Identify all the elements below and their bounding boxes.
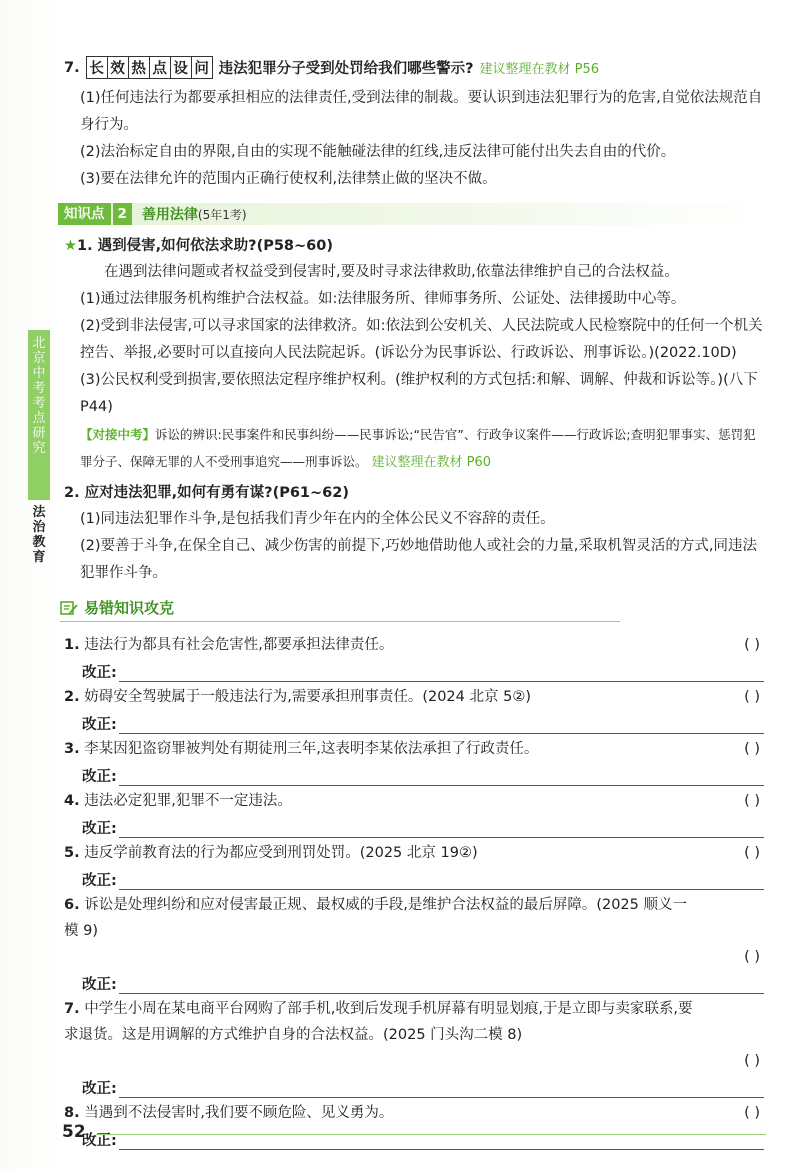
correction-line[interactable]	[119, 667, 764, 682]
q7-heading	[64, 56, 764, 79]
q7-answer: (3)要在法律允许的范围内正确行使权利,法律禁止做的坚决不做。	[80, 171, 497, 187]
exercise-number: 8.	[64, 1105, 80, 1121]
k2-item: (2)要善于斗争,在保全自己、减少伤害的前提下,巧妙地借助他人或社会的力量,采取机智灵活的方式,同违法犯罪作斗争。	[80, 538, 757, 581]
correction-label: 改正:	[82, 717, 117, 733]
correction-label: 改正:	[82, 977, 117, 993]
side-tab-series	[28, 330, 50, 500]
exercise-number: 7.	[64, 1001, 80, 1017]
k1-head-text: 1. 遇到侵害,如何依法求助?(P58~60)	[77, 238, 333, 254]
bottom-rule	[96, 1134, 766, 1135]
correction-label: 改正:	[82, 769, 117, 785]
kp-number: 2	[113, 203, 132, 225]
correction-row	[82, 814, 764, 838]
box-char: 点	[150, 57, 171, 78]
pencil-note-icon	[60, 600, 78, 616]
exercise-item	[64, 788, 764, 838]
side-subject	[28, 505, 50, 565]
exercise-stem	[64, 1100, 764, 1126]
k2-item: (1)同违法犯罪作斗争,是包括我们青少年在内的全体公民义不容辞的责任。	[80, 511, 555, 527]
exercise-stem	[64, 840, 764, 866]
correction-row	[82, 970, 764, 994]
answer-bracket[interactable]: ( )	[744, 793, 760, 809]
subject-char: 治	[32, 520, 46, 535]
answer-bracket[interactable]: ( )	[744, 1105, 760, 1121]
answer-bracket[interactable]: ( )	[744, 845, 760, 861]
exercise-text: 违反学前教育法的行为都应受到刑罚处罚。(2025 北京 19②)	[84, 845, 478, 861]
star-icon: ★	[64, 238, 77, 254]
correction-line[interactable]	[119, 1135, 764, 1150]
q7-ref: 建议整理在教材 P56	[479, 62, 600, 77]
exercise-item	[64, 892, 764, 994]
side-char: 点	[32, 411, 46, 426]
correction-row	[82, 710, 764, 734]
exercise-text: 违法行为都具有社会危害性,都要承担法律责任。	[84, 637, 394, 653]
k1-link	[64, 421, 764, 476]
exercise-item	[64, 632, 764, 682]
kp-title	[142, 204, 247, 224]
box-char: 问	[194, 61, 209, 77]
q7-number: 7.	[64, 59, 80, 76]
exercise-text: 当遇到不法侵害时,我们要不顾危险、见义勇为。	[84, 1105, 394, 1121]
kp-title-text: 善用法律	[141, 207, 198, 223]
exercise-number: 4.	[64, 793, 80, 809]
exercise-text: 诉讼是处理纠纷和应对侵害最正规、最权威的手段,是维护合法权益的最后屏障。(2025 顺义一模 9)	[64, 897, 687, 939]
side-char: 中	[32, 366, 46, 381]
box-char: 热	[129, 57, 150, 78]
exercise-item	[64, 840, 764, 890]
subject-char: 法	[32, 505, 46, 520]
link-head: 【对接中考】	[80, 427, 156, 442]
subject-char: 教	[32, 535, 46, 550]
k1-heading	[64, 233, 764, 259]
answer-bracket[interactable]: ( )	[744, 637, 760, 653]
answer-bracket[interactable]: ( )	[744, 1053, 760, 1069]
k1-intro: 在遇到法律问题或者权益受到侵害时,要及时寻求法律救助,依靠法律维护自己的合法权益。	[104, 264, 679, 280]
exercise-text: 违法必定犯罪,犯罪不一定违法。	[84, 793, 292, 809]
exercise-stem	[64, 788, 764, 814]
exercise-stem	[64, 996, 764, 1048]
exercise-list	[64, 632, 764, 1150]
subject-char: 育	[32, 550, 46, 565]
correction-line[interactable]	[119, 771, 764, 786]
box-char: 长	[87, 57, 108, 78]
answer-bracket[interactable]: ( )	[744, 689, 760, 705]
side-char: 北	[32, 336, 46, 351]
side-char: 考	[32, 381, 46, 396]
exercise-text: 妨碍安全驾驶属于一般违法行为,需要承担刑事责任。(2024 北京 5②)	[84, 689, 531, 705]
q7-answer: (1)任何违法行为都要承担相应的法律责任,受到法律的制裁。要认识到违法犯罪行为的危害,自觉依法规范自身行为。	[80, 90, 763, 133]
page-number: 52	[62, 1122, 86, 1142]
correction-row	[82, 762, 764, 786]
exercise-number: 6.	[64, 897, 80, 913]
kp-note: (5年1考)	[197, 208, 247, 222]
correction-row	[82, 866, 764, 890]
correction-label: 改正:	[82, 1133, 117, 1149]
correction-line[interactable]	[119, 719, 764, 734]
correction-line[interactable]	[119, 823, 764, 838]
link-text: 诉讼的辨识:民事案件和民事纠纷——民事诉讼;“民告官”、行政争议案件——行政诉讼;查明犯罪事实、惩罚犯罪分子、保障无罪的人不受刑事追究——刑事诉讼。	[80, 427, 756, 469]
k1-item: (2)受到非法侵害,可以寻求国家的法律救济。如:依法到公安机关、人民法院或人民检察院中的任何一个机关控告、举报,必要时可以直接向人民法院起诉。(诉讼分为民事诉讼、行政诉讼、刑事诉讼。)(2022.10D)	[80, 318, 763, 361]
link-ref: 建议整理在教材 P60	[371, 455, 492, 470]
k1-item: (3)公民权利受到损害,要依照法定程序维护权利。(维护权利的方式包括:和解、调解、仲裁和诉讼等。)(八下 P44)	[80, 372, 758, 415]
exercise-item	[64, 736, 764, 786]
box-char: 效	[108, 57, 129, 78]
box-char: 设	[171, 57, 192, 78]
correction-row	[82, 1074, 764, 1098]
side-char: 究	[32, 441, 46, 456]
kp-tag: 知识点	[58, 203, 111, 225]
side-char: 京	[32, 351, 46, 366]
answer-bracket[interactable]: ( )	[744, 741, 760, 757]
hot-question-boxes	[86, 56, 213, 79]
exercise-number: 5.	[64, 845, 80, 861]
correction-line[interactable]	[119, 979, 764, 994]
exercise-item	[64, 996, 764, 1098]
correction-row	[82, 1126, 764, 1150]
correction-label: 改正:	[82, 1081, 117, 1097]
correction-line[interactable]	[119, 1083, 764, 1098]
section-title: 易错知识攻克	[84, 599, 175, 617]
exercise-item	[64, 1100, 764, 1150]
exercise-stem	[64, 632, 764, 658]
exercise-stem	[64, 736, 764, 762]
knowledge-point-bar	[58, 203, 764, 225]
correction-label: 改正:	[82, 873, 117, 889]
exercise-number: 1.	[64, 637, 80, 653]
exercise-stem	[64, 892, 764, 944]
exercise-text: 中学生小周在某电商平台网购了部手机,收到后发现手机屏幕有明显划痕,于是立即与卖家联系,要求退货。这是用调解的方式维护自身的合法权益。(2025 门头沟二模 8)	[64, 1001, 693, 1043]
k2-heading: 2. 应对违法犯罪,如何有勇有谋?(P61~62)	[64, 485, 349, 501]
correction-line[interactable]	[119, 875, 764, 890]
exercise-stem	[64, 684, 764, 710]
exercise-text: 李某因犯盗窃罪被判处有期徒刑三年,这表明李某依法承担了行政责任。	[84, 741, 539, 757]
error-section-bar	[60, 597, 620, 622]
exercise-number: 3.	[64, 741, 80, 757]
exercise-item	[64, 684, 764, 734]
correction-label: 改正:	[82, 665, 117, 681]
main-content	[64, 56, 764, 1152]
side-char: 考	[32, 396, 46, 411]
correction-row	[82, 658, 764, 682]
exercise-number: 2.	[64, 689, 80, 705]
side-char: 研	[32, 426, 46, 441]
q7-answer: (2)法治标定自由的界限,自由的实现不能触碰法律的红线,违反法律可能付出失去自由的代价。	[80, 144, 676, 160]
correction-label: 改正:	[82, 821, 117, 837]
k1-item: (1)通过法律服务机构维护合法权益。如:法律服务所、律师事务所、公证处、法律援助中心等。	[80, 291, 686, 307]
answer-bracket[interactable]: ( )	[744, 949, 760, 965]
q7-question: 违法犯罪分子受到处罚给我们哪些警示?	[218, 61, 474, 77]
